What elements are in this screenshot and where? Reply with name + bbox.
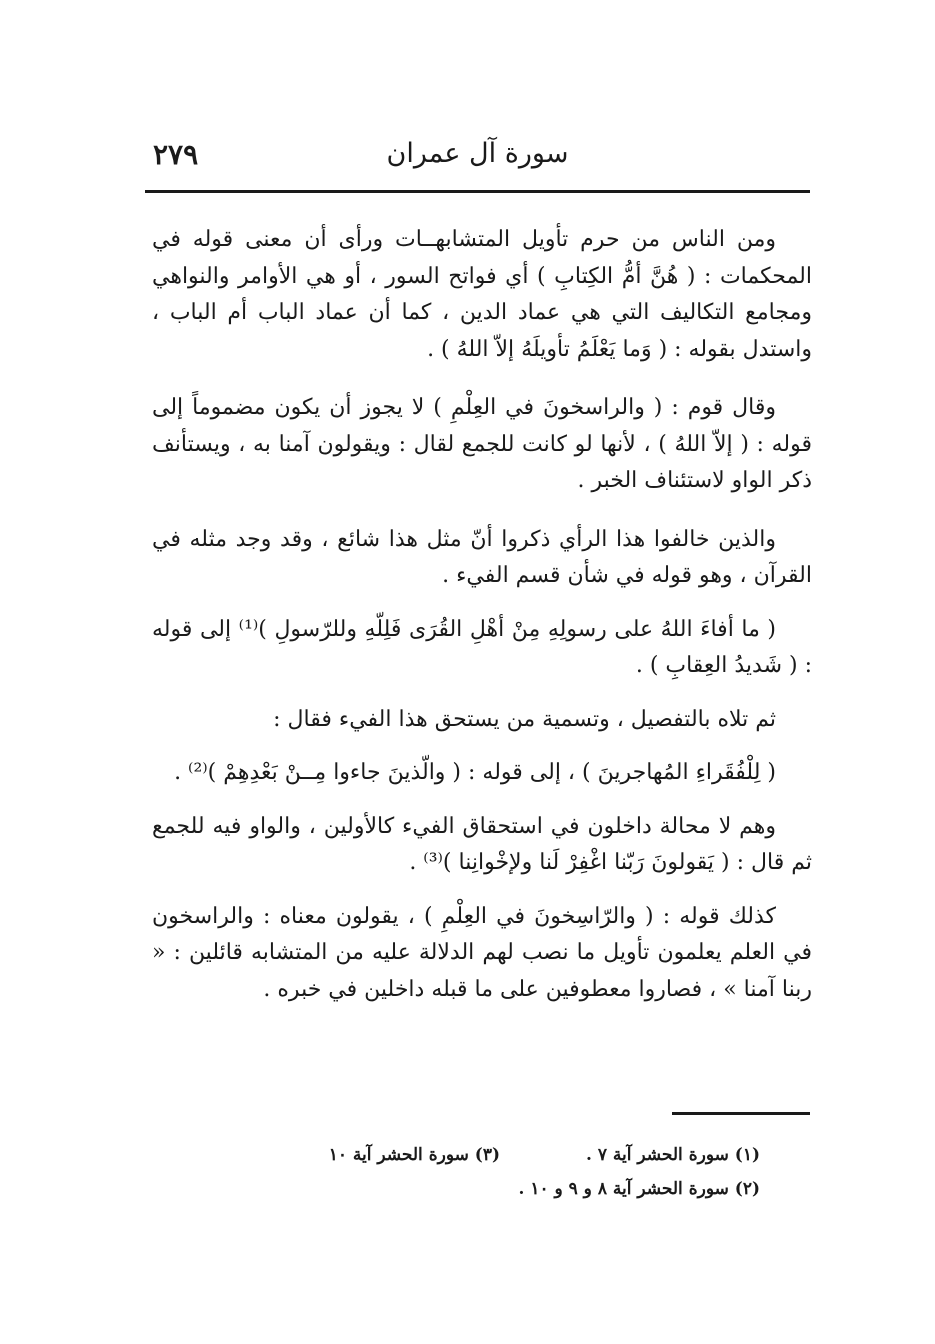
footnote-3: (٣) سورة الحشر آية ١٠ xyxy=(328,1145,500,1165)
paragraph: ثم تلاه بالتفصيل ، وتسمية من يستحق هذا الفيء فقال : xyxy=(273,706,776,732)
footnote-2: (٢) سورة الحشر آية ٨ و ٩ و ١٠ . xyxy=(518,1179,760,1199)
footnotes xyxy=(270,1138,760,1206)
paragraph: وقال قوم : ( والراسخونَ في العِلْمِ ) لا يجوز أن يكون مضموماً إلى قوله : ( إلاّ اللهُ ) ، لأنها لو كانت للجمع لقال : ويقولون آمنا به ، ويستأنف ذكر الواو لاستئناف الخبر . xyxy=(152,395,812,493)
header-divider xyxy=(145,190,810,193)
footnote-divider xyxy=(672,1112,810,1115)
page-number: ٢٧٩ xyxy=(153,138,199,171)
paragraph: كذلك قوله : ( والرّاسِخونَ في العِلْمِ ) ، يقولون معناه : والراسخون في العلم يعلمون تأويل ما نصب لهم الدلالة عليه من المتشابه قائلين : « ربنا آمنا » ، فصاروا معطوفين على ما قبله داخلين في خبره . xyxy=(152,903,812,1002)
page-header xyxy=(145,138,810,182)
paragraph: وهم لا محالة داخلون في استحقاق الفيء كالأولين ، والواو فيه للجمع ثم قال : ( يَقولونَ رَبّنا اغْفِرْ لَنا ولإخْوانِنا )⁽³⁾ . xyxy=(152,813,812,875)
running-title: سورة آل عمران xyxy=(386,138,569,169)
quran-quote: ( لِلْفُقَراءِ المُهاجرينَ ) ، إلى قوله : ( والّذينَ جاءوا مِــنْ بَعْدِهِمْ )⁽²⁾ . xyxy=(174,760,776,785)
paragraph: والذين خالفوا هذا الرأي ذكروا أنّ مثل هذا شائع ، وقد وجد مثله في القرآن ، وهو قوله في شأن قسم الفيء . xyxy=(152,526,812,588)
body-text xyxy=(152,222,812,1008)
quran-quote: ( ما أفاءَ اللهُ على رسولِهِ مِنْ أهْلِ القُرَى فَلِلّهِ وللرّسولِ )⁽¹⁾ إلى قوله : ( شَديدُ العِقابِ ) . xyxy=(152,616,812,678)
footnote-1: (١) سورة الحشر آية ٧ . xyxy=(585,1145,760,1165)
paragraph: ومن الناس من حرم تأويل المتشابهــات ورأى أن معنى قوله في المحكمات : ( هُنَّ أمُّ الكِتابِ ) أي فواتح السور ، أو هي الأوامر والنواهي ومجامع التكاليف التي هي عماد الدين ، كما أن عماد الباب أم الباب ، واستدل بقوله : ( وَما يَعْلَمُ تأويلَهُ إلاّ اللهُ ) . xyxy=(152,227,812,362)
